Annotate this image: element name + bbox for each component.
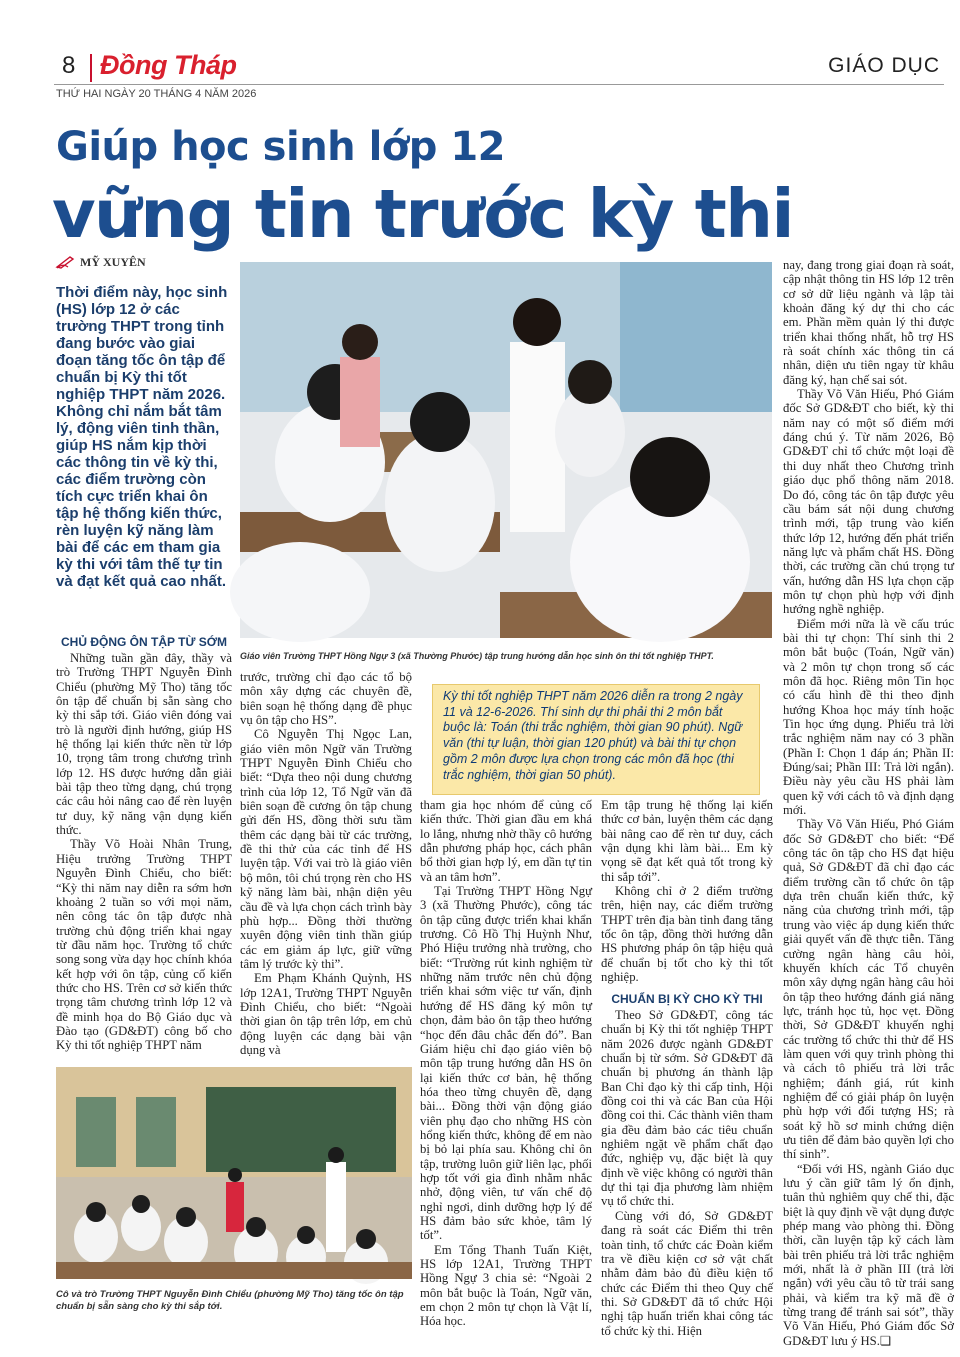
paragraph: Tại Trường THPT Hồng Ngự 3 (xã Thường Phước), công tác ôn tập cũng được triển khai khẩn trương. Cô Hồ Thị Huỳnh Như, Phó Hiệu trưởng nhà trường, cho biết: “Trường rút kinh nghiệm từ những năm trước nên chủ động triển khai sớm việc tư vấn, định hướng để HS đăng ký môn tự chọn, đảm bảo ôn tập theo hướng “học đến đâu chắc đến đó”. Ban Giám hiệu chỉ đạo giáo viên bộ môn tập trung hướng dẫn HS ôn lại kiến thức cơ bản, hệ thống hóa theo từng chuyên đề, dạng bài... Đồng thời vận động giáo viên phụ đạo cho những HS còn hổng kiến thức, không để em nào bị bỏ lại phía sau. Không chỉ ôn tập, trường luôn giữ liên lạc, phối hợp tốt với gia đình nhằm nhắc nhở, động viên, tư vấn chế độ nghỉ ngơi, dinh dưỡng hợp lý để HS đảm bảo sức khỏe, tâm lý tốt”. — [420, 884, 592, 1243]
subhead-early-review: CHỦ ĐỘNG ÔN TẬP TỪ SỚM — [61, 635, 227, 649]
paragraph: Thầy Võ Hoài Nhân Trung, Hiệu trưởng Trường THPT Nguyễn Đình Chiểu, cho biết: “Kỳ thi năm nay diễn ra sớm hơn khoảng 2 tuần so với mọi năm, nên công tác ôn tập được nhà trường chủ động triển khai ngay từ đầu năm học. Trường tổ chức song song vừa dạy học chính khóa kết hợp với ôn tập, củng cố kiến thức cho HS. Trên cơ sở kiến thức trọng tâm chương trình lớp 12 và đề minh họa do Bộ Giáo dục và Đào tạo (GD&ĐT) công bố cho Kỳ thi tốt nghiệp THPT năm — [56, 837, 232, 1053]
paragraph: Thầy Võ Văn Hiếu, Phó Giám đốc Sở GD&ĐT cho biết, kỳ thi năm nay có một số điểm mới đáng chú ý. Từ năm 2026, Bộ GD&ĐT chỉ tổ chức một loại đề thi duy nhất theo Chương trình giáo dục phổ thông năm 2018. Do đó, công tác ôn tập được yêu cầu bám sát nội dung chương trình mới, tập trung vào kiến thức lớp 12, hướng đến phát triển năng lực và phẩm chất HS. Đồng thời, các trường cần chú trọng tư vấn, hướng dẫn HS lựa chọn cặp môn tự chọn phù hợp với định hướng nghề nghiệp. — [783, 387, 954, 617]
section-label: GIÁO DỤC — [828, 54, 940, 77]
photo1-caption: Giáo viên Trường THPT Hồng Ngự 3 (xã Thường Phước) tập trung hướng dẫn học sinh ôn thi tốt nghiệp THPT. — [240, 651, 714, 661]
classroom-photo-hong-ngu — [240, 262, 772, 638]
photo2-caption: Cô và trò Trường THPT Nguyễn Đình Chiểu (phường Mỹ Tho) tăng tốc ôn tập chuẩn bị sẵn sàng cho kỳ thi sắp tới. — [56, 1289, 404, 1312]
paragraph: Thầy Võ Văn Hiếu, Phó Giám đốc Sở GD&ĐT cho biết: “Để công tác ôn tập cho HS đạt hiệu quả, Sở GD&ĐT đã chỉ đạo các điểm trường cần tổ chức ôn tập dựa trên chuẩn kiến thức, kỹ năng của chương trình mới, tập trung vào việc áp dụng kiến thức giải quyết vấn đề thực tiễn. Tăng cường ngân hàng câu hỏi, khuyến khích các Tổ chuyên môn xây dựng ngân hàng câu hỏi ôn tập theo hướng đánh giá năng lực, tránh học tủ, học vẹt. Đồng thời, Sở GD&ĐT khuyến nghị các trường tổ chức thi thử để HS làm quen với quy trình phòng thi và cách tô phiếu trả lời trắc nghiệm; đánh giá, rút kinh nghiệm để có giải pháp ôn luyện phù hợp với đối tượng HS; rà soát kỹ hồ sơ minh chứng diện ưu tiên để đảm bảo quyền lợi cho thí sinh”. — [783, 817, 954, 1162]
paragraph: “Đối với HS, ngành Giáo dục lưu ý cần giữ tâm lý ổn định, tuân thủ nghiêm quy chế thi, đặc biệt là quy định về vật dụng được phép mang vào phòng thi. Đồng thời, cần luyện tập kỹ cách làm bài trên phiếu trả lời trắc nghiệm mới, nhất là ở phần III (trả lời ngắn) với yêu cầu tô từ trái sang phải, và kiểm tra kỹ mã đề ở từng trang để tránh sai sót”, thầy Võ Văn Hiếu, Phó Giám đốc Sở GD&ĐT lưu ý HS.❏ — [783, 1161, 954, 1348]
author-name: MỸ XUYÊN — [80, 255, 146, 269]
newspaper-logo: Đồng Tháp — [100, 50, 237, 80]
article-lead: Thời điểm này, học sinh (HS) lớp 12 ở các trường THPT trong tỉnh đang bước vào giai đoạn tăng tốc ôn tập để chuẩn bị Kỳ thi tốt nghiệp THPT năm 2026. Không chỉ nắm bắt tâm lý, động viên tinh thần, giúp HS nắm kịp thời các thông tin về kỳ thi, các điểm trường còn tích cực triển khai ôn tập hệ thống kiến thức, rèn luyện kỹ năng làm bài để các em tham gia kỳ thi với tâm thế tự tin và đạt kết quả cao nhất. — [56, 284, 228, 590]
issue-date: THỨ HAI NGÀY 20 THÁNG 4 NĂM 2026 — [56, 88, 257, 100]
pen-icon — [56, 255, 76, 269]
paragraph: trước, trường chỉ đạo các tổ bộ môn xây dựng các chuyên đề, biên soạn hệ thống dạng đề phục vụ ôn tập cho HS”. — [240, 670, 412, 728]
paragraph: Cô Nguyễn Thị Ngọc Lan, giáo viên môn Ngữ văn Trường THPT Nguyễn Đình Chiểu cho biết: “Dựa theo nội dung chương trình của lớp 12, Tổ Ngữ văn đã biên soạn đề cương ôn tập chung gửi đến HS, đồng thời sưu tầm thêm các dạng bài từ các trường, đề thi thử của các tỉnh để HS luyện tập. Với vai trò là giáo viên bộ môn, tôi chú trọng rèn cho HS kỹ năng làm bài, nhận diện yêu cầu đề và lựa chọn cách trình bày phù hợp... Đồng thời thường xuyên động viên tinh thần giúp các em giảm áp lực, giữ vững tâm lý trước kỳ thi”. — [240, 727, 412, 971]
article-column-5 — [783, 258, 954, 1348]
paragraph: Theo Sở GD&ĐT, công tác chuẩn bị Kỳ thi tốt nghiệp THPT năm 2026 được ngành GD&ĐT chuẩn bị từ sớm. Sở GD&ĐT đã chuẩn bị phương án thành lập Ban Chỉ đạo kỳ thi cấp tỉnh, Hội đồng coi thi và các Ban của Hội đồng coi thi. Các thành viên tham gia đều đảm bảo các tiêu chuẩn nghiêm ngặt về phẩm chất đạo đức, nghiệp vụ, đặc biệt là quy định về việc không có người thân dự thi tại địa phương làm nhiệm vụ tổ chức thi. — [601, 1008, 773, 1209]
subhead-exam-preparation: CHUẨN BỊ KỲ CHO KỲ THI — [611, 992, 763, 1006]
paragraph: Em Tổng Thanh Tuấn Kiệt, HS lớp 12A1, Trường THPT Hồng Ngự 3 chia sẻ: “Ngoài 2 môn bắt buộc là Toán, Ngữ văn, em chọn 2 môn tự chọn là Vật lí, Hóa học. — [420, 1242, 592, 1329]
article-column-1 — [56, 651, 232, 1056]
paragraph: Không chỉ ở 2 điểm trường trên, hiện nay, các điểm trường THPT trên địa bàn tỉnh đang tăng tốc ôn tập, đồng thời hướng dẫn HS phương pháp ôn tập hiệu quả để chuẩn bị tốt cho kỳ thi tốt nghiệp. — [601, 884, 773, 985]
paragraph: Cùng với đó, Sở GD&ĐT đang rà soát các Điểm thi trên toàn tỉnh, tổ chức các Đoàn kiểm tra về điều kiện cơ sở vật chất nhằm đảm bảo đủ điều kiện tổ chức các Điểm thi theo Quy chế thi. Sở GD&ĐT đã tổ chức Hội nghị tập huấn triển khai công tác tổ chức kỳ thi. Hiện — [601, 1208, 773, 1338]
article-column-4b — [601, 1008, 773, 1338]
paragraph: Em tập trung hệ thống lại kiến thức cơ bản, luyện thêm các dạng bài nâng cao để rèn tư duy, cách vận dụng khi làm bài... Em kỳ vọng sẽ đạt kết quả tốt trong kỳ thi sắp tới”. — [601, 798, 773, 884]
exam-info-box: Kỳ thi tốt nghiệp THPT năm 2026 diễn ra trong 2 ngày 11 và 12-6-2026. Thí sinh dự thi phải thi 2 môn bắt buộc là: Toán (thi trắc nghiệm, thời gian 90 phút). Ngữ văn (thi tự luận, thời gian 120 phút) và bài thi tự chọn gồm 2 môn được lựa chọn trong các môn đã học (thi trắc nghiệm, thời gian 50 phút). — [432, 684, 760, 795]
paragraph: Những tuần gần đây, thầy và trò Trường THPT Nguyễn Đình Chiểu (phường Mỹ Tho) tăng tốc ôn tập để chuẩn bị sẵn sàng cho kỳ thi sắp tới. Giáo viên đóng vai trò là người định hướng, giúp HS hệ thống lại kiến thức nền từ lớp 10, trọng tâm trong chương trình lớp 12. HS được hướng dẫn giải bài tập theo từng dạng, chú trọng các câu hỏi nâng cao để rèn luyện tư duy, kỹ năng vận dụng kiến thức. — [56, 651, 232, 838]
header-rule — [54, 84, 944, 85]
classroom-photo-nguyen-dinh-chieu — [56, 1067, 412, 1279]
page-number: 8 — [62, 52, 76, 79]
article-title-line2: vững tin trước kỳ thi — [52, 175, 793, 253]
paragraph: nay, đang trong giai đoạn rà soát, cập nhật thông tin HS lớp 12 trên cơ sở dữ liệu ngành và lập tài khoản đăng ký dự thi cho các em. Phần mềm quản lý thi được triển khai thống nhất, hỗ trợ HS rà soát chính xác thông tin cá nhân, diện ưu tiên ngay từ khâu đăng ký, hạn chế sai sót. — [783, 258, 954, 387]
paragraph: tham gia học nhóm để củng cố kiến thức. Thời gian đầu em khá lo lắng, nhưng nhờ thầy cô hướng dẫn phương pháp học, cách phân bổ thời gian hợp lý, em dần tự tin và an tâm hơn”. — [420, 798, 592, 884]
article-column-3 — [420, 798, 592, 1338]
paragraph: Điểm mới nữa là về cấu trúc bài thi tự chọn: Thí sinh thi 2 môn bắt buộc (Toán, Ngữ văn) và 2 môn tự chọn trong số các môn đã học. Riêng môn Tin học có cấu hình đề thi theo định hướng Khoa học máy tính hoặc Tin học ứng dụng. Phiếu trả lời trắc nghiệm năm nay có 3 phần (Phần I: Chọn 1 đáp án; Phần II: Đúng/sai; Phần III: Trả lời ngắn). Điều này yêu cầu HS phải làm quen kỹ với cách tô và định dạng mới. — [783, 616, 954, 818]
paragraph: Em Phạm Khánh Quỳnh, HS lớp 12A1, Trường THPT Nguyễn Đình Chiểu, cho biết: “Ngoài thời gian ôn tập trên lớp, em chủ động luyện các dạng bài vận dụng và — [240, 971, 412, 1057]
article-title-line1: Giúp học sinh lớp 12 — [56, 124, 505, 170]
article-column-4a — [601, 798, 773, 988]
article-column-2 — [240, 670, 412, 1060]
header-divider — [90, 54, 92, 82]
